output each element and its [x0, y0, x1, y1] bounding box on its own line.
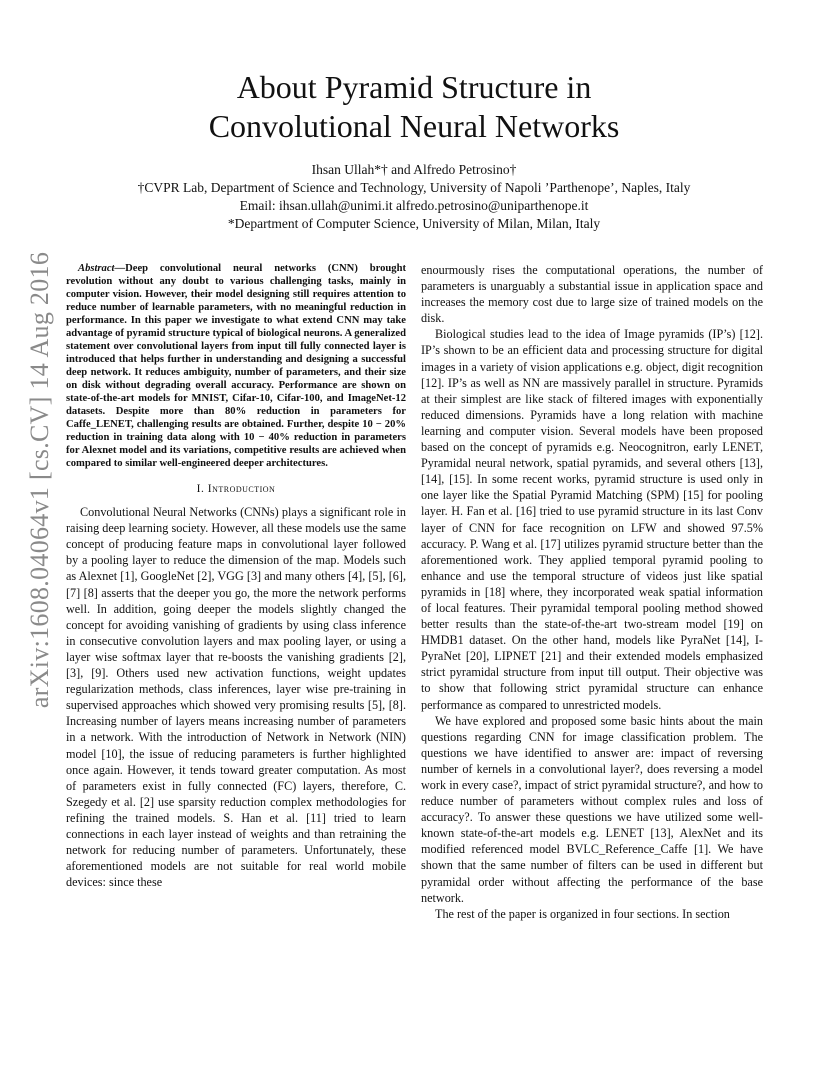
title-line-2: Convolutional Neural Networks [208, 108, 620, 144]
right-column [421, 262, 763, 922]
section-number: I. [196, 483, 205, 495]
author-emails: Email: ihsan.ullah@unimi.it alfredo.petrosino@uniparthenope.it [239, 198, 589, 213]
abstract-label: Abstract [78, 263, 115, 274]
paper-title [60, 68, 768, 146]
author-names: Ihsan Ullah*† and Alfredo Petrosino† [311, 162, 517, 177]
abstract [66, 262, 406, 470]
affiliation-2: *Department of Computer Science, University of Milan, Milan, Italy [227, 216, 601, 231]
left-column [66, 262, 406, 890]
intro-paragraph-1-continued: enourmously rises the computational operations, the number of parameters is unarguably a substantial issue in application space and increases the memory cost due to large size of trained models on the disk. [421, 263, 763, 326]
section-heading-introduction [66, 481, 406, 497]
intro-paragraph-3: We have explored and proposed some basic hints about the main questions regarding CNN for image classification problem. The questions we have identified to answer are: impact of reversing number of kernels in a convolutional layer?, does reversing a model work in every case?, impact of strict pyramidal structure?, and how to reduce number of parameters without complex rules and loss of accuracy?. To answer these questions we have utilized some well-known state-of-the-art models e.g. LENET [13], AlexNet and its modified referenced model BVLC_Reference_Caffe [1]. We have shown that the same number of filters can be used in different but pyramidal order without affecting the performance of the base network. [421, 713, 763, 905]
arxiv-id: arXiv:1608.04064v1 [cs.CV] 14 Aug 2016 [25, 251, 54, 709]
affiliation-1: †CVPR Lab, Department of Science and Technology, University of Napoli ’Parthenope’, Naples, Italy [137, 180, 691, 195]
title-line-1: About Pyramid Structure in [236, 69, 592, 105]
intro-paragraph-4: The rest of the paper is organized in four sections. In section [435, 906, 730, 921]
section-title: Introduction [207, 483, 276, 495]
author-block [60, 161, 768, 233]
abstract-text: —Deep convolutional neural networks (CNN) brought revolution without any doubt to various challenging tasks, mainly in computer vision. However, their model designing still requires attention to reduce number of learnable parameters, with no meaningful reduction in performance. In this paper we investigate to what extend CNN may take advantage of pyramid structure typical of biological neurons. A generalized statement over convolutional layers from input till fully connected layer is introduced that helps further in understanding and designing a successful deep network. It reduces ambiguity, number of parameters, and their size on disk without degrading overall accuracy. Performance are shown on state-of-the-art models for MNIST, Cifar-10, Cifar-100, and ImageNet-12 datasets. Despite more than 80% reduction in parameters for Caffe_LENET, challenging results are obtained. Further, despite 10 − 20% reduction in training data along with 10 − 40% reduction in parameters for Alexnet model and its variations, competitive results are achieved when compared to similar well-engineered deeper architectures. [66, 263, 406, 469]
intro-paragraph-2: Biological studies lead to the idea of Image pyramids (IP’s) [12]. IP’s shown to be an efficient data and processing structure for digital images in a variety of vision applications e.g. object, digit recognition [12]. IP’s as well as NN are massively parallel in structure. Pyramids at their simplest are like stack of filtered images with exponentially reduced dimensions. Pyramids have a long relation with machine learning and computer vision. Several models have been proposed based on the concept of pyramids e.g. Neocognitron, early LENET, Pyramidal neural network, spatial pyramids, and several others [13], [14], [15]. In some recent works, pyramid structure is used only in one layer like the Spatial Pyramid Matching (SPM) [15] for pooling layer. H. Fan et al. [16] tried to use pyramid structure in its last Conv layer of CNN for face recognition on LFW and showed 97.5% accuracy. P. Wang et al. [17] utilizes pyramid structure better than the aforementioned work. They applied temporal pyramid pooling to enhance and use the temporal structure of videos just like spatial pyramids in [18] where, they incorporated weak spatial information of local features. Their pyramidal temporal pooling method showed better results than the state-of-the-art two-stream model [19] on HMDB1 dataset. On the other hand, models like PyraNet [14], I-PyraNet [20], LIPNET [21] and their extended models emphasized strict pyramidal structure from input till output. Their objective was to show that following strict pyramidal structure can enhance performance as compared to unrestricted models. [421, 327, 763, 712]
arxiv-sidebar-stamp [20, 251, 60, 709]
intro-paragraph-1: Convolutional Neural Networks (CNNs) plays a significant role in raising deep learning society. However, all these models use the same concept of producing feature maps in convolutional layer followed by a pooling layer to reduce the dimension of the map. Models such as Alexnet [1], GoogleNet [2], VGG [3] and many others [4], [5], [6], [7] [8] asserts that the deeper you go, the more the network performs well. In addition, going deeper the models slightly changed the concept for avoiding vanishing of gradients by using class inference in consecutive convolution layers and max pooling layer, or using a layer wise softmax layer that re-boosts the vanishing gradients [2], [3], [9]. Others used new activation functions, weight updates regularization methods, class inferences, layer wise pre-training in supervised approaches which showed very promising results [5], [8]. Increasing number of layers means increasing number of parameters in a network. With the introduction of Network in Network (NIN) model [10], the issue of reducing parameters is further highlighted once again. However, it tends toward greater computation. As most of parameters exist in fully connected (FC) layers, therefore, C. Szegedy et al. [2] use sparsity reduction complex methodologies for refining the trained models. S. Han et al. [11] tried to learn connections in each layer instead of weights and than retraining the network for reducing number of parameters. Unfortunately, these aforementioned models are not suitable for real world mobile devices: since these [66, 505, 406, 890]
